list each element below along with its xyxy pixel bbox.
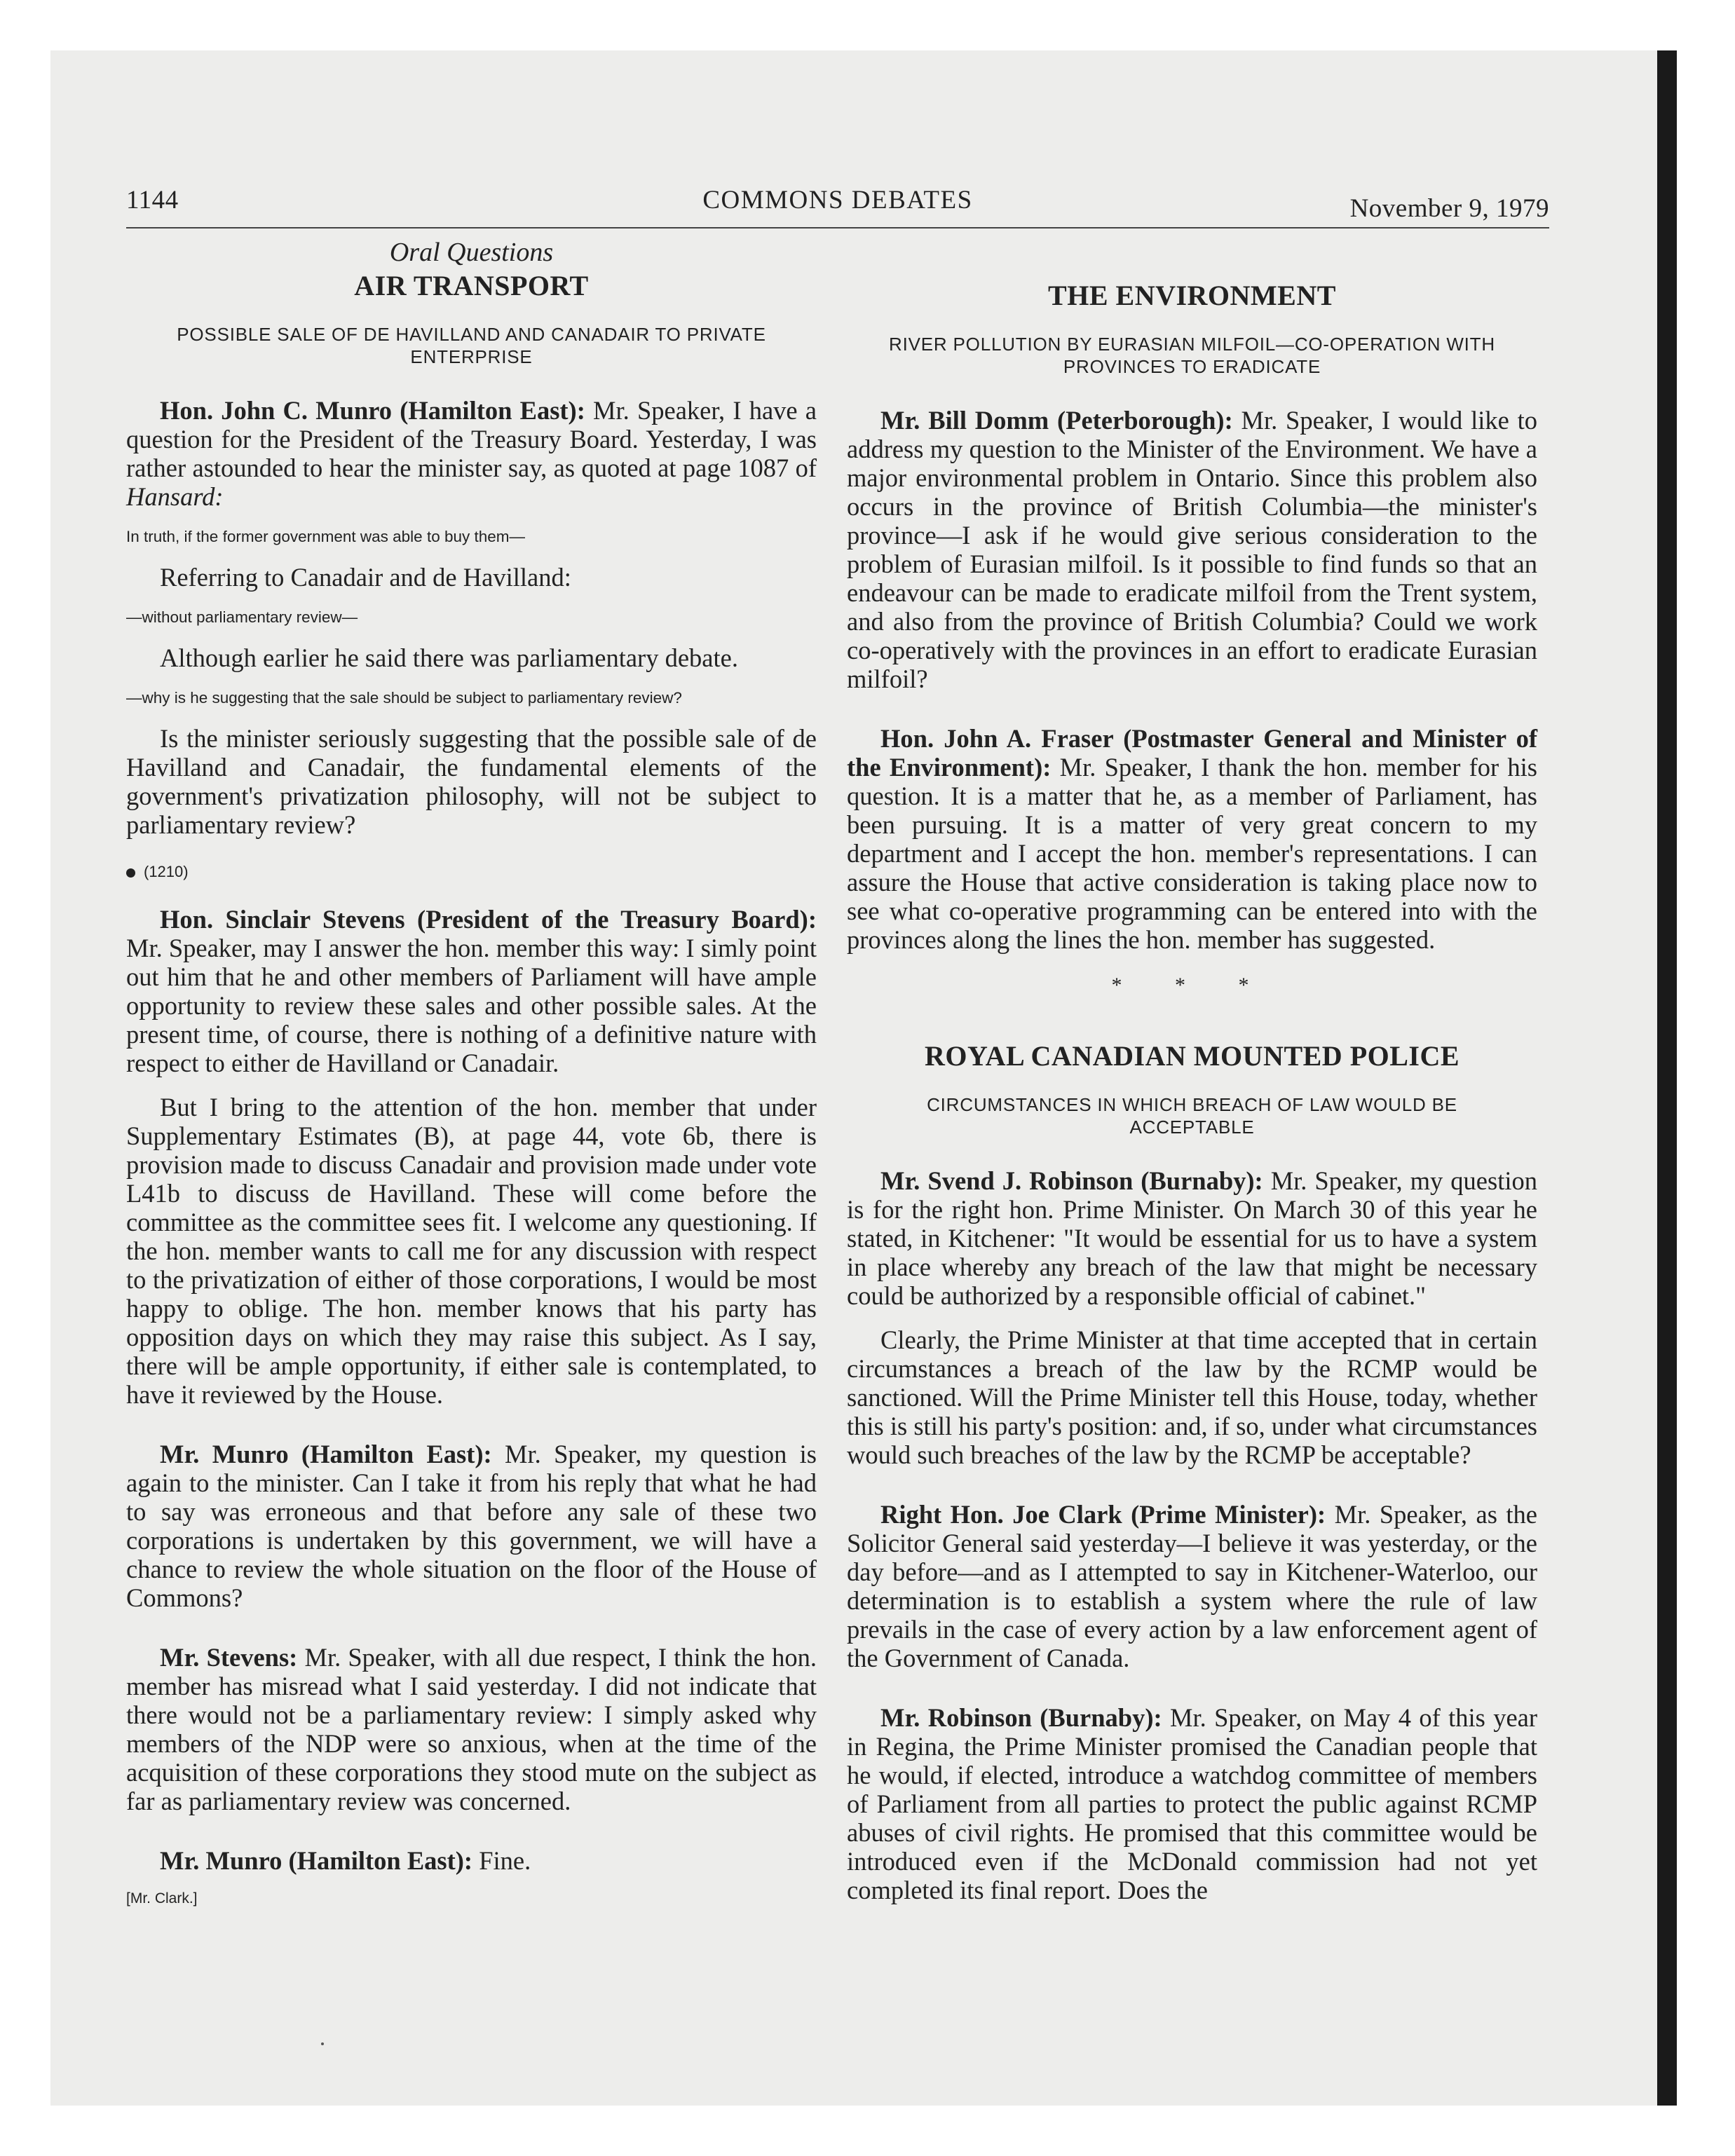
paragraph-text: Mr. Speaker, I would like to address my question to the Minister of the Environment. We have a major environmental problem in Ontario. Since this problem also occurs in the province of British Columbia—the minister's province—I ask if he would give serious consideration to the problem of Eurasian milfoil. Is it possible to find funds so that an endeavour can be made to eradicate milfoil from the Trent system, and also from the province of British Columbia? Could we work co-operatively with the provinces in an effort to eradicate Eurasian milfoil?: [847, 406, 1537, 693]
paragraph: Clearly, the Prime Minister at that time accepted that in certain circumstances a breach of the law by the RCMP would be sanctioned. Will the Prime Minister tell this House, today, whether this is still his party's position: and, if so, under what circumstances would such breaches of the law by the RCMP be acceptable?: [847, 1325, 1537, 1469]
speaker-name: Mr. Munro (Hamilton East):: [160, 1440, 492, 1468]
time-marker: [126, 863, 817, 881]
paragraph-domm-question: [847, 406, 1537, 693]
quotation: —without parliamentary review—: [126, 608, 358, 626]
paragraph-stevens-reply: [126, 1643, 817, 1815]
paragraph-clark-answer: [847, 1500, 1537, 1672]
paragraph-text: Mr. Speaker, as the Solicitor General said yesterday—I believe it was yesterday, or the day before—and as I attempted to say in Kitchener-Waterloo, our determination is to establish a system where the rule of law prevails in the case of every action by a law enforcement agent of the Government of Canada.: [847, 1500, 1538, 1672]
italic-text: Hansard:: [126, 482, 224, 511]
bullet-dot-icon: [126, 868, 135, 878]
speaker-name: Hon. Sinclair Stevens (President of the Treasury Board):: [160, 905, 817, 934]
paragraph-text: Mr. Speaker, I thank the hon. member for his question. It is a matter that he, as a member of Parliament, has been pursuing. It is a matter of very great concern to my department and I accept the hon. member's representations. I can assure the House that active consideration is taking place now to see what co-operative programming can be entered into with the provinces along the lines the hon. member has suggested.: [847, 753, 1537, 954]
subtitle-possible-sale: POSSIBLE SALE OF DE HAVILLAND AND CANADAIR TO PRIVATE ENTERPRISE: [177, 324, 766, 367]
left-column: [126, 237, 817, 1907]
speaker-name: Hon. John C. Munro (Hamilton East):: [160, 396, 585, 425]
footnote: [Mr. Clark.]: [126, 1890, 198, 1906]
speaker-name: Right Hon. Joe Clark (Prime Minister):: [880, 1500, 1326, 1529]
paragraph: Referring to Canadair and de Havilland:: [160, 563, 571, 592]
section-title-air-transport: AIR TRANSPORT: [354, 270, 589, 301]
quotation: —why is he suggesting that the sale should be subject to parliamentary review?: [126, 689, 682, 707]
paragraph-text: Mr. Speaker, on May 4 of this year in Regina, the Prime Minister promised the Canadian people that he would, if elected, introduce a watchdog committee of members of Parliament from all parties to protect the public against RCMP abuses of civil rights. He promised that this committee would be introduced even if the McDonald commission had not yet completed its final report. Does the: [847, 1703, 1537, 1904]
paragraph-stevens-answer: [126, 905, 817, 1077]
publication-title: COMMONS DEBATES: [702, 186, 973, 214]
speaker-name: Mr. Robinson (Burnaby):: [880, 1703, 1162, 1732]
subtitle-breach-of-law: CIRCUMSTANCES IN WHICH BREACH OF LAW WOULD BE ACCEPTABLE: [927, 1094, 1457, 1138]
paragraph-fraser-answer: [847, 724, 1537, 954]
paragraph-munro-fine: [126, 1846, 817, 1875]
speaker-name: Mr. Stevens:: [160, 1643, 298, 1672]
paragraph-text: Mr. Speaker, my question is again to the minister. Can I take it from his reply that what he had to say was erroneous and that before any sale of these two corporations is undertaken by this government, we will have a chance to review the whole situation on the floor of the House of Commons?: [126, 1440, 817, 1612]
paragraph-munro-followup: [126, 1440, 817, 1612]
speaker-name: Hon. John A. Fraser (Postmaster General and Minister of the Environment):: [847, 724, 1537, 782]
speaker-name: Mr. Munro (Hamilton East):: [160, 1846, 473, 1875]
paragraph-text: Mr. Speaker, may I answer the hon. member this way: I simly point out him that he and other members of Parliament will have ample opportunity to review these sales and other possible sales. At the present time, of course, there is nothing of a definitive nature with respect to either de Havilland or Canadair.: [126, 934, 817, 1077]
quotation: In truth, if the former government was able to buy them—: [126, 528, 526, 545]
subtitle-milfoil: RIVER POLLUTION BY EURASIAN MILFOIL—CO-OPERATION WITH PROVINCES TO ERADICATE: [889, 334, 1495, 377]
page-header: [126, 178, 1549, 228]
section-title-environment: THE ENVIRONMENT: [1048, 280, 1336, 311]
time-marker-text: (1210): [144, 863, 189, 880]
page-number: 1144: [126, 186, 179, 214]
paragraph-munro-question: [126, 396, 817, 511]
right-column: [847, 237, 1537, 1920]
section-separator: * * *: [1111, 974, 1273, 997]
section-title-rcmp: ROYAL CANADIAN MOUNTED POLICE: [924, 1040, 1460, 1072]
paragraph-robinson-question: [847, 1166, 1537, 1310]
speaker-name: Mr. Bill Domm (Peterborough):: [880, 406, 1233, 435]
speaker-name: Mr. Svend J. Robinson (Burnaby):: [880, 1166, 1263, 1195]
section-label: Oral Questions: [389, 238, 554, 267]
paragraph-text: Mr. Speaker, my question is for the right hon. Prime Minister. On March 30 of this year he stated, in Kitchener: "It would be essential for us to have a system in place whereby any breach of the law that might be necessary could be authorized by a responsible official of cabinet.": [847, 1166, 1537, 1310]
paragraph: Although earlier he said there was parliamentary debate.: [160, 643, 738, 672]
paragraph-text: Mr. Speaker, I have a question for the President of the Treasury Board. Yesterday, I was rather astounded to hear the minister say, as quoted at page 1087 of: [126, 396, 817, 482]
paragraph: Is the minister seriously suggesting that the possible sale of de Havilland and Canadair, the fundamental elements of the government's privatization philosophy, will not be subject to parliamentary review?: [126, 724, 817, 839]
paragraph-text: Fine.: [472, 1846, 531, 1875]
paragraph-robinson-followup: [847, 1703, 1537, 1904]
paragraph-text: Mr. Speaker, with all due respect, I think the hon. member has misread what I said yesterday. I did not indicate that there would not be a parliamentary review: I simply asked why members of the NDP were so anxious, when at the time of the acquisition of these corporations they stood mute on the subject as far as parliamentary review was concerned.: [126, 1643, 817, 1815]
scan-edge-shadow: [1657, 50, 1677, 2106]
paragraph: But I bring to the attention of the hon. member that under Supplementary Estimates (B), at page 44, vote 6b, there is provision made to discuss Canadair and provision made under vote L41b to discuss de Havilland. These will come before the committee as the committee sees fit. I welcome any questioning. If the hon. member wants to call me for any discussion with respect to the privatization of either of those corporations, I would be most happy to oblige. The hon. member knows that his party has opposition days on which they may raise this subject. As I say, there will be ample opportunity, if either sale is contemplated, to have it reviewed by the House.: [126, 1093, 817, 1409]
page-date: November 9, 1979: [1349, 194, 1549, 223]
scan-speck: [321, 2042, 324, 2045]
